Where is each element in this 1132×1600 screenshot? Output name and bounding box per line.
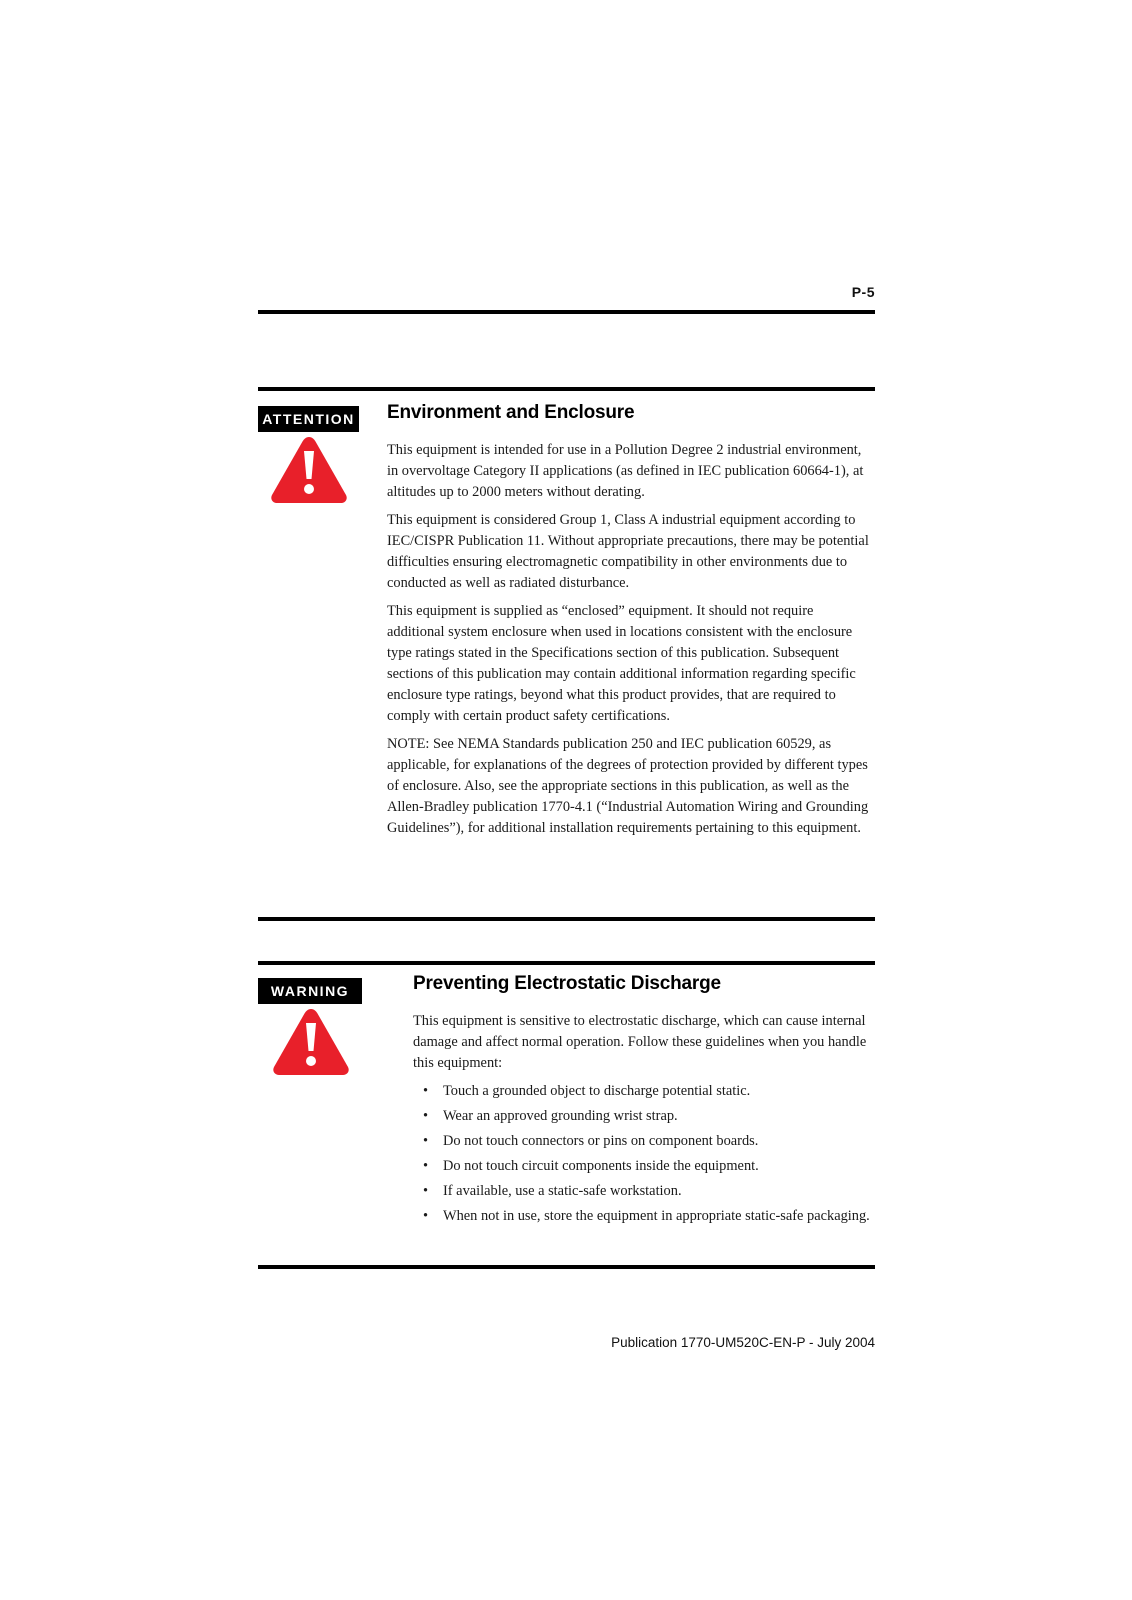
paragraph: This equipment is intended for use in a Pollution Degree 2 industrial environment, in overvoltage Category II applications (as defined in IEC publication 60664-1), at altitudes up to 2000 meters without derating.: [387, 442, 864, 500]
section-bottom-rule: [258, 1265, 875, 1269]
section-top-rule: [258, 961, 875, 965]
guideline-list: [413, 1081, 873, 1227]
paragraph: This equipment is supplied as “enclosed” equipment. It should not require additional system enclosure when used in locations consistent with the enclosure type ratings stated in the Specifications section of this publication. Subsequent sections of this publication may contain additional information regarding specific enclosure type ratings, beyond what this product provides, that are required to comply with certain product safety certifications.: [387, 603, 856, 724]
warning-section: [258, 961, 875, 1276]
list-item: • If available, use a static-safe workstation.: [413, 1181, 873, 1202]
section-bottom-rule: [258, 917, 875, 921]
warning-body: [413, 1011, 873, 1231]
section-top-rule: [258, 387, 875, 391]
section-title: Environment and Enclosure: [387, 402, 635, 423]
exclamation-triangle-icon: [270, 1005, 352, 1079]
list-item: • Wear an approved grounding wrist strap.: [413, 1106, 873, 1127]
paragraph: This equipment is sensitive to electrostatic discharge, which can cause internal damage and affect normal operation. Follow these guidelines when you handle this equipment:: [413, 1013, 867, 1071]
list-item: • Touch a grounded object to discharge potential static.: [413, 1081, 873, 1102]
header-rule: [258, 310, 875, 314]
paragraph: NOTE: See NEMA Standards publication 250 and IEC publication 60529, as applicable, for explanations of the degrees of protection provided by different types of enclosure. Also, see the appropriate sections in this publication, as well as the Allen-Bradley publication 1770-4.1 (“Industrial Automation Wiring and Grounding Guidelines”), for additional installation requirements pertaining to this equipment.: [387, 736, 869, 836]
list-item: • When not in use, store the equipment in appropriate static-safe packaging.: [413, 1206, 873, 1227]
exclamation-triangle-icon: [268, 433, 350, 507]
publication-footer: Publication 1770-UM520C-EN-P - July 2004: [611, 1335, 875, 1350]
page-number: P-5: [851, 284, 875, 300]
paragraph: This equipment is considered Group 1, Class A industrial equipment according to IEC/CISPR Publication 11. Without appropriate precautions, there may be potential difficulties ensuring electromagnetic compatibility in other environments due to conducted as well as radiated disturbance.: [387, 512, 869, 591]
attention-section: [258, 387, 875, 927]
attention-body: [387, 440, 873, 846]
list-item: • Do not touch connectors or pins on component boards.: [413, 1131, 873, 1152]
warning-badge: WARNING: [258, 978, 362, 1004]
section-title: Preventing Electrostatic Discharge: [413, 973, 721, 994]
list-item: • Do not touch circuit components inside the equipment.: [413, 1156, 873, 1177]
attention-badge: ATTENTION: [258, 406, 359, 432]
